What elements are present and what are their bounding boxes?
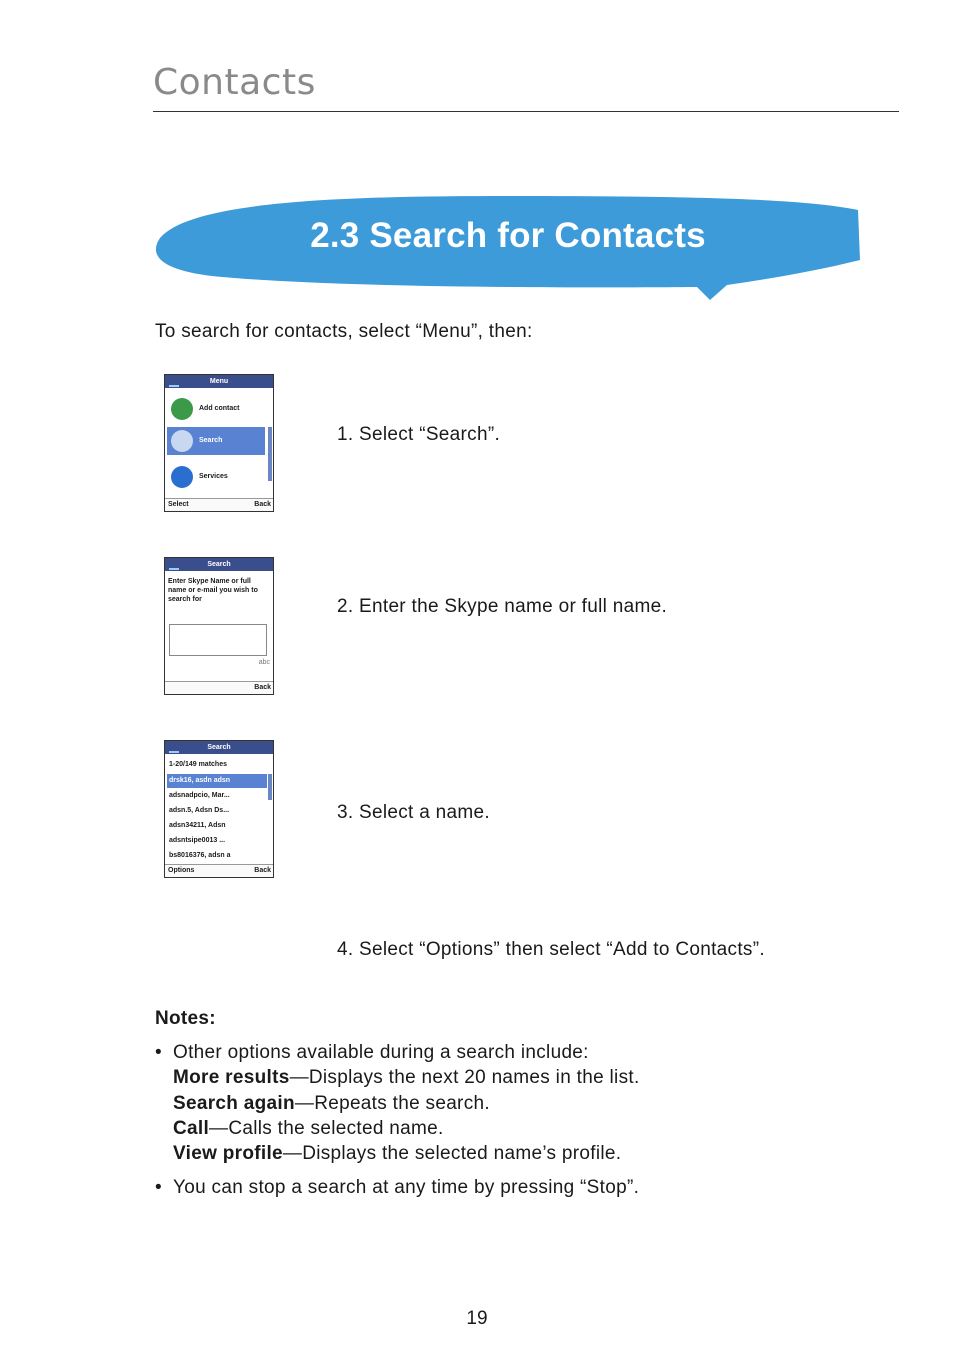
softkey-left: Options <box>168 867 195 874</box>
softkey-right: Back <box>254 501 271 508</box>
result-row: adsn34211, Adsn <box>169 822 226 829</box>
step-1: 1. Select “Search”. <box>337 424 501 445</box>
step-4: 4. Select “Options” then select “Add to Contacts”. <box>337 939 765 960</box>
softkey-bar <box>165 864 273 877</box>
scrollbar <box>268 774 272 800</box>
option-term: Search again <box>173 1093 295 1114</box>
result-row: adsn.5, Adsn Ds... <box>169 807 230 814</box>
option-search-again <box>173 1093 490 1115</box>
menu-item-label: Services <box>199 473 228 480</box>
screen-title-bar <box>165 375 273 388</box>
option-more-results <box>173 1067 640 1089</box>
result-row: drsk16, asdn adsn <box>167 774 267 788</box>
screen-title-bar <box>165 741 273 754</box>
note-text: You can stop a search at any time by pressing “Stop”. <box>173 1177 640 1198</box>
add-contact-icon <box>171 398 193 420</box>
menu-item-search <box>167 427 265 455</box>
option-term: Call <box>173 1118 210 1139</box>
step-3: 3. Select a name. <box>337 802 490 823</box>
note-text: Other options available during a search include: <box>173 1042 589 1063</box>
phone-screenshot-search-entry <box>164 557 274 695</box>
phone-screenshot-search-results <box>164 740 274 878</box>
softkey-bar <box>165 498 273 511</box>
option-term: More results <box>173 1067 290 1088</box>
bullet: • <box>155 1177 162 1198</box>
menu-item-label: Search <box>199 437 223 444</box>
intro-text: To search for contacts, select “Menu”, then: <box>155 321 533 342</box>
menu-item-services <box>167 463 265 491</box>
menu-item-add-contact <box>167 395 265 423</box>
search-prompt: Enter Skype Name or full name or e-mail you wish to search for <box>168 578 258 603</box>
search-field <box>169 624 267 656</box>
input-mode-indicator: abc <box>258 659 270 666</box>
page-header-title: Contacts <box>153 62 316 103</box>
softkey-bar <box>165 681 273 694</box>
page-number: 19 <box>466 1308 488 1329</box>
option-desc: —Displays the selected name’s profile. <box>282 1143 622 1164</box>
screen-title: Menu <box>209 378 229 385</box>
screen-title: Search <box>207 561 231 568</box>
option-desc: —Repeats the search. <box>294 1093 490 1114</box>
result-row: adsntsipe0013 ... <box>169 837 226 844</box>
menu-item-label: Add contact <box>199 405 240 412</box>
softkey-right: Back <box>254 867 271 874</box>
scrollbar <box>268 427 272 481</box>
softkey-left: Select <box>168 501 189 508</box>
option-desc: —Displays the next 20 names in the list. <box>289 1067 640 1088</box>
option-call <box>173 1118 444 1140</box>
phone-screenshot-menu <box>164 374 274 512</box>
notes-heading: Notes: <box>155 1008 216 1029</box>
screen-title: Search <box>207 744 231 751</box>
screen-title-bar <box>165 558 273 571</box>
step-2: 2. Enter the Skype name or full name. <box>337 596 668 617</box>
result-row: adsnadpcio, Mar... <box>169 792 230 799</box>
skype-icon <box>171 466 193 488</box>
header-divider <box>153 111 899 112</box>
softkey-right: Back <box>254 684 271 691</box>
option-view-profile <box>173 1143 621 1165</box>
section-title: 2.3 Search for Contacts <box>310 216 706 255</box>
bullet: • <box>155 1042 162 1063</box>
option-desc: —Calls the selected name. <box>209 1118 444 1139</box>
option-term: View profile <box>173 1143 283 1164</box>
results-count: 1-20/149 matches <box>169 761 227 768</box>
search-icon <box>171 430 193 452</box>
result-row: bs8016376, adsn a <box>169 852 231 859</box>
